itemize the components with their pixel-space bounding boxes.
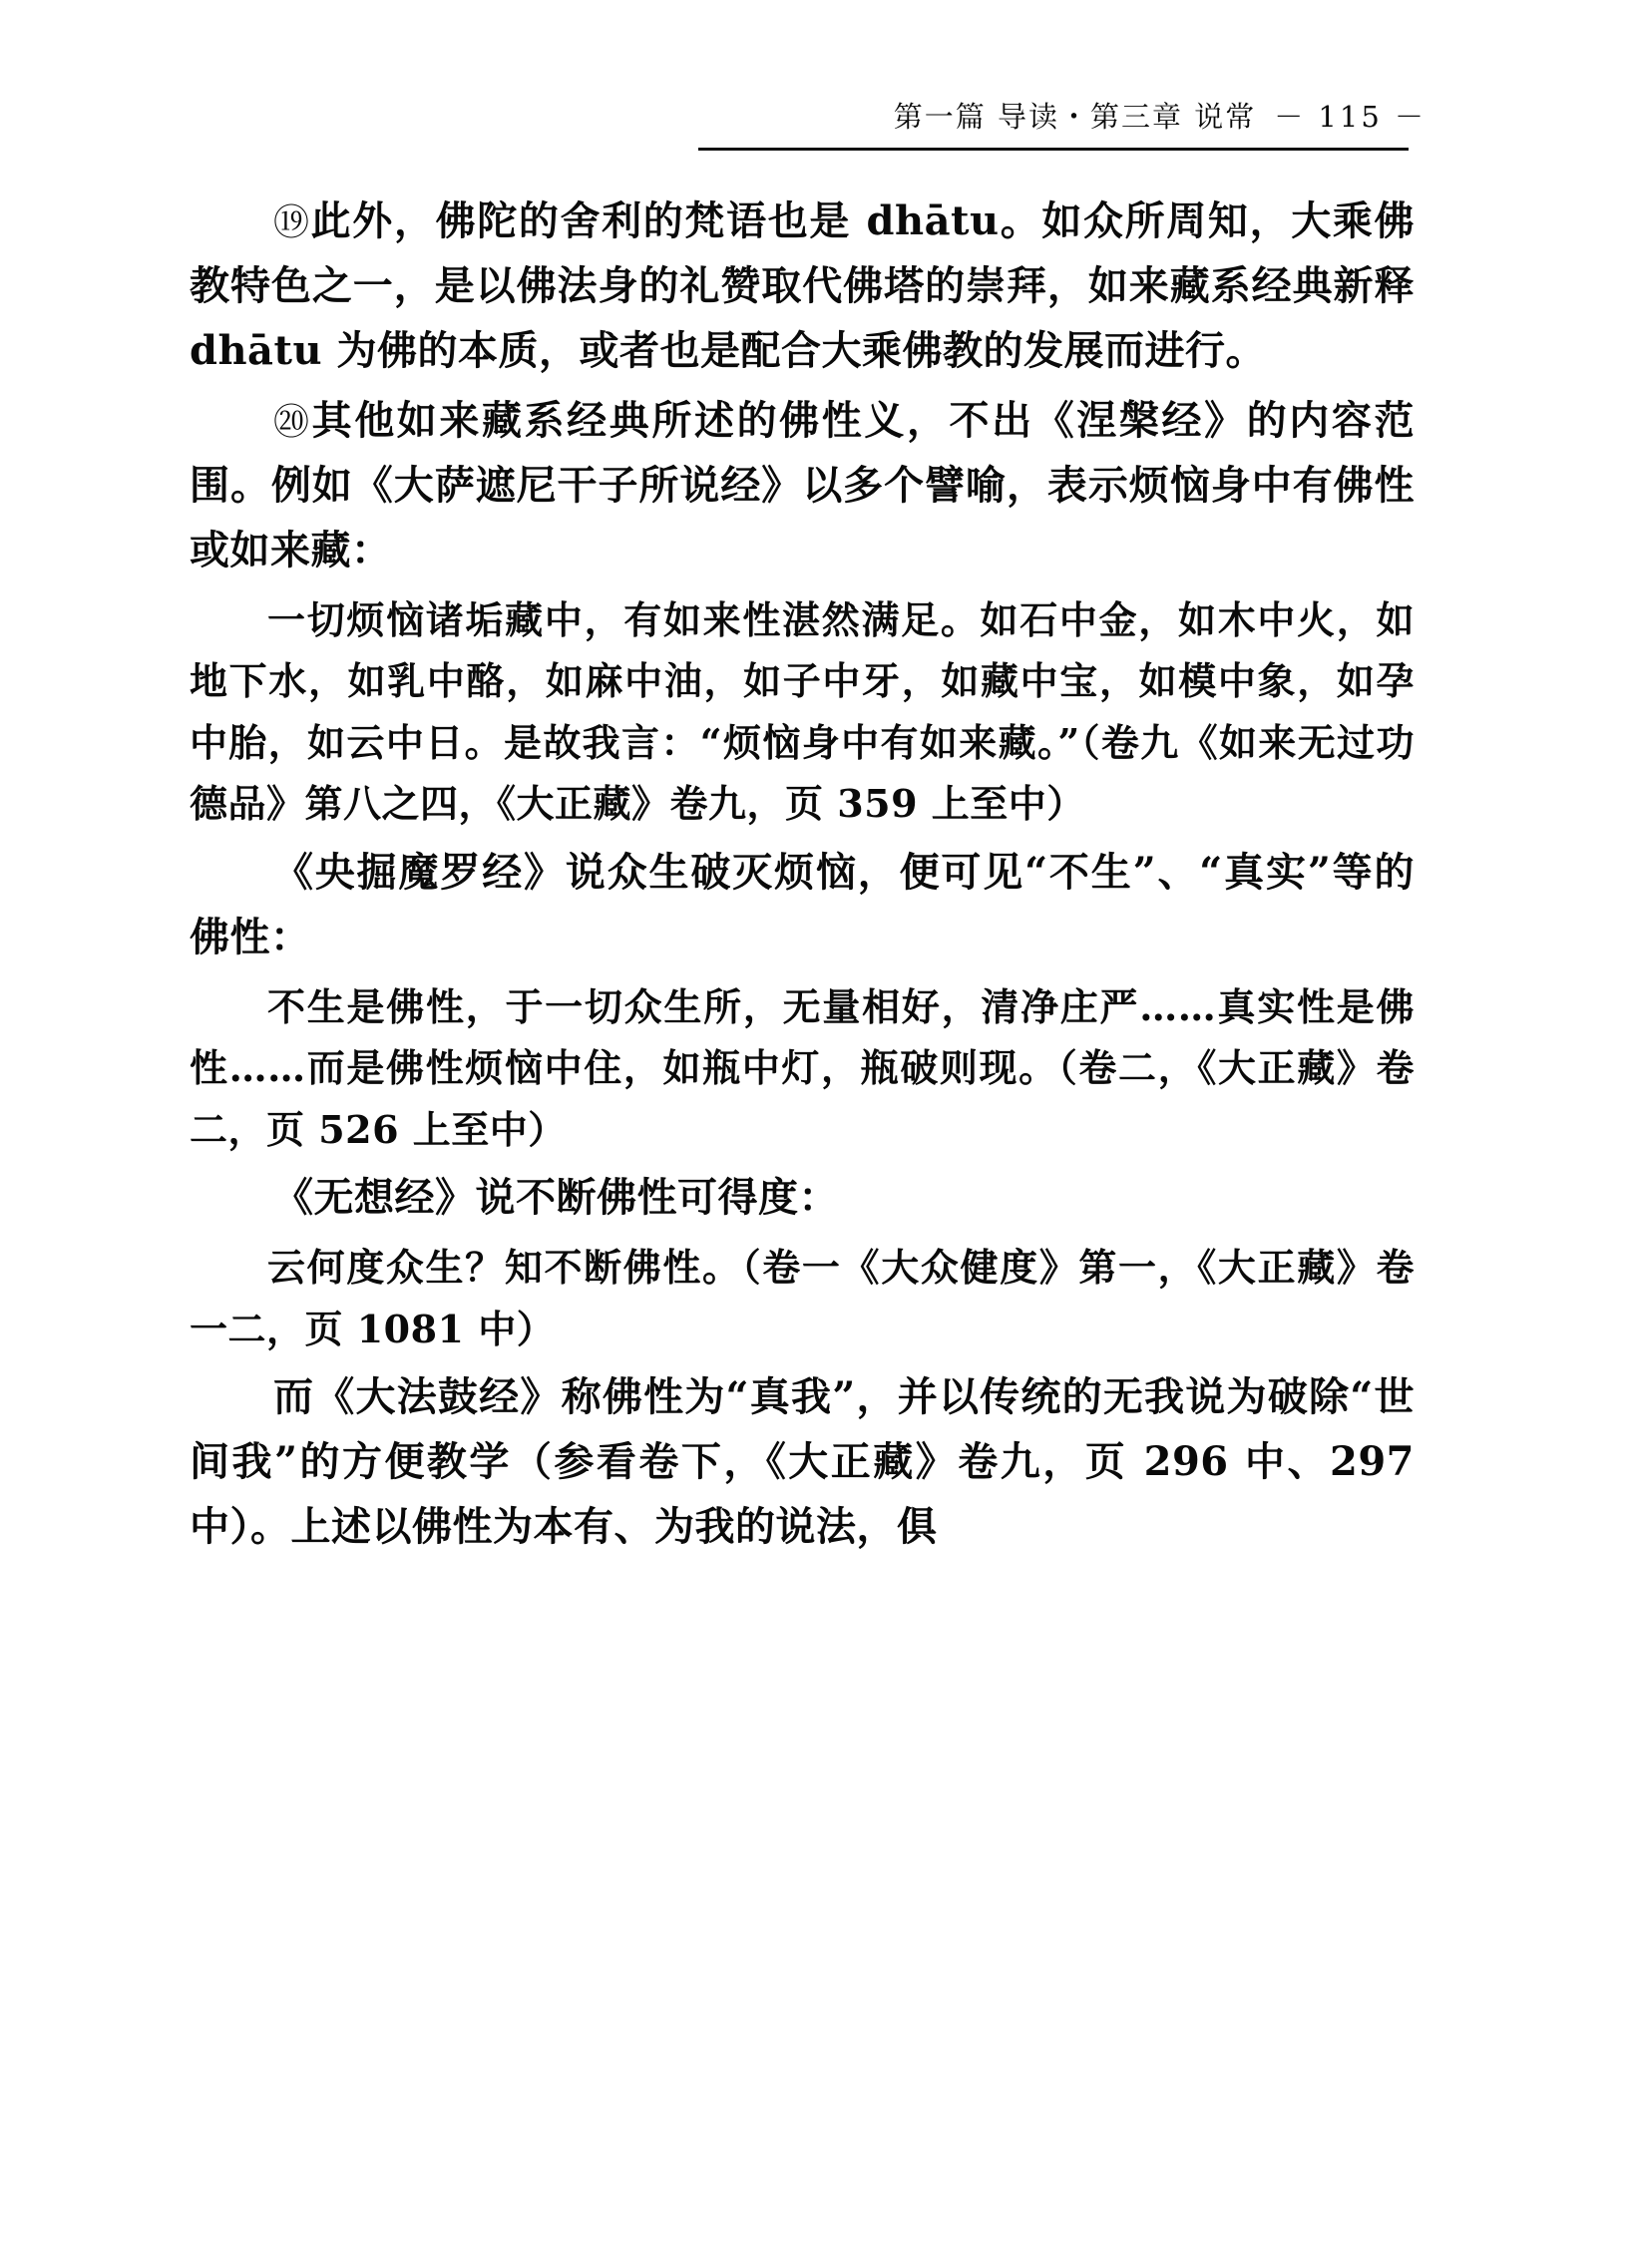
page-number: － 115 － (1274, 100, 1426, 134)
paragraph-yangjue: 《央掘魔罗经》说众生破灭烦恼，便可见“不生”、“真实”等的佛性： (190, 848, 1415, 960)
paragraph-wuxiang: 《无想经》说不断佛性可得度： (273, 1174, 839, 1222)
running-head (190, 95, 1436, 136)
quote-1-text: 一切烦恼诸垢藏中，有如来性湛然满足。如石中金，如木中火，如地下水，如乳中酪，如麻中油，如子中牙，如藏中宝，如模中象，如孕中胎，如云中日。是故我言：“烦恼身中有如来藏。”（卷九《如来无过功德品》第八之四，《大正藏》卷九，页 359 上至中） (190, 596, 1415, 827)
blockquote-wuxiang (190, 1237, 1415, 1359)
running-head-title: 第一篇 导读・第三章 说常 (893, 100, 1257, 134)
header-divider (698, 148, 1409, 151)
paragraph-70 (190, 389, 1415, 582)
paragraph-69 (190, 189, 1415, 383)
page-body (190, 189, 1415, 1565)
list-marker-70: ⑳ (273, 402, 312, 444)
blockquote-sataka (190, 589, 1415, 835)
blockquote-yangjue (190, 976, 1415, 1161)
quote-2-text: 不生是佛性，于一切众生所，无量相好，清净庄严……真实性是佛性……而是佛性烦恼中住，如瓶中灯，瓶破则现。（卷二，《大正藏》卷二，页 526 上至中） (190, 983, 1415, 1152)
paragraph-70-text: 其他如来藏系经典所述的佛性义，不出《涅槃经》的内容范围。例如《大萨遮尼干子所说经》以多个譬喻，表示烦恼身中有佛性或如来藏： (190, 397, 1415, 573)
paragraph-69-text: 此外，佛陀的舍利的梵语也是 dhātu。如众所周知，大乘佛教特色之一，是以佛法身的礼赞取代佛塔的崇拜，如来藏系经典新释 dhātu 为佛的本质，或者也是配合大乘佛教的发展而进行。 (190, 197, 1415, 374)
list-marker-69: ⑲ (273, 202, 311, 243)
quote-3-text: 云何度众生？知不断佛性。（卷一《大众健度》第一，《大正藏》卷一二，页 1081 中） (190, 1245, 1415, 1351)
paragraph-dafagu: 而《大法鼓经》称佛性为“真我”，并以传统的无我说为破除“世间我”的方便教学（参看卷下，《大正藏》卷九，页 296 中、297 中）。上述以佛性为本有、为我的说法，俱 (190, 1373, 1415, 1550)
